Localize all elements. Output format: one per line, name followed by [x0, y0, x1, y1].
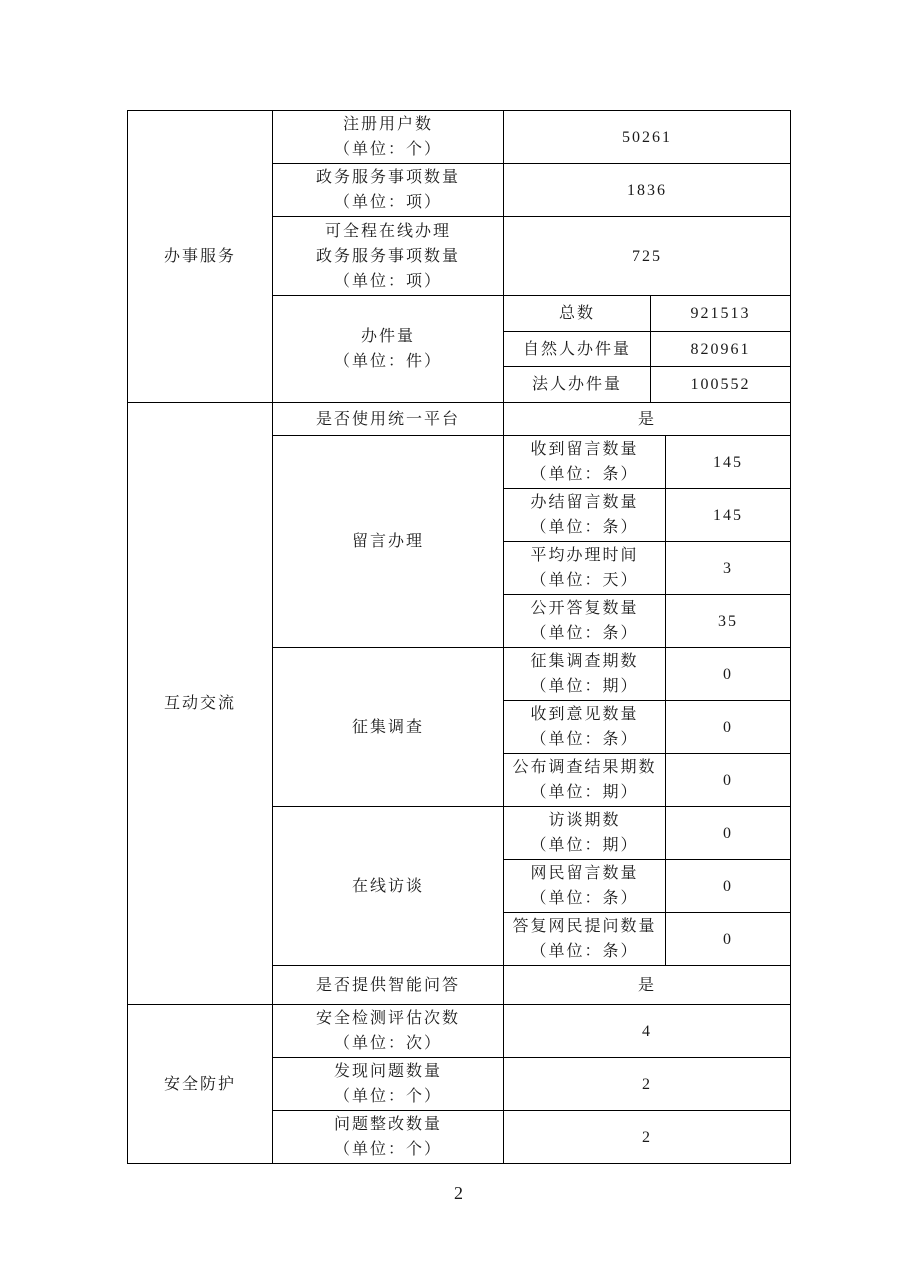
item-value: 0	[666, 807, 791, 860]
item-unit: （单位：天）	[530, 572, 639, 589]
item-value: 35	[666, 595, 791, 648]
item-value: 0	[666, 648, 791, 701]
group-label-zhengji-diaocha: 征集调查	[273, 648, 504, 807]
item-unit: （单位：件）	[333, 353, 442, 370]
item-value: 145	[666, 436, 791, 489]
item-label: 公开答复数量	[530, 600, 639, 617]
item-unit: （单位：期）	[530, 837, 639, 854]
subitem-label: 总数	[504, 296, 651, 332]
subitem-value: 820961	[651, 332, 791, 367]
group-label-zaixian-fangtan: 在线访谈	[273, 807, 504, 966]
item-unit: （单位：条）	[530, 625, 639, 642]
item-unit: （单位：条）	[530, 466, 639, 483]
table-row	[128, 403, 791, 436]
item-label-cell	[273, 1058, 504, 1111]
item-unit: （单位：个）	[333, 141, 442, 158]
item-label: 安全检测评估次数	[315, 1010, 460, 1027]
item-value: 2	[504, 1111, 791, 1164]
item-label: 平均办理时间	[530, 547, 639, 564]
item-unit: （单位：条）	[530, 731, 639, 748]
item-value: 1836	[504, 164, 791, 217]
item-label: 是否提供智能问答	[273, 966, 504, 1005]
item-value: 4	[504, 1005, 791, 1058]
item-label-cell	[273, 217, 504, 296]
item-unit: （单位：期）	[530, 784, 639, 801]
item-value: 是	[504, 403, 791, 436]
table-row	[128, 1005, 791, 1058]
item-label-cell	[504, 913, 666, 966]
item-label-cell	[504, 701, 666, 754]
item-label: 办结留言数量	[530, 494, 639, 511]
item-label: 政务服务事项数量	[315, 169, 460, 186]
item-value: 3	[666, 542, 791, 595]
item-unit: （单位：项）	[333, 272, 442, 290]
item-label: 问题整改数量	[333, 1116, 442, 1133]
item-label: 收到留言数量	[530, 441, 639, 458]
item-label: 公布调查结果期数	[512, 759, 657, 776]
section-label-banshi-fuwu: 办事服务	[128, 111, 273, 403]
item-value: 145	[666, 489, 791, 542]
group-label-liuyan-banli: 留言办理	[273, 436, 504, 648]
item-value: 0	[666, 701, 791, 754]
item-unit: （单位：项）	[333, 194, 442, 211]
item-unit: （单位：条）	[530, 890, 639, 907]
item-unit: （单位：条）	[530, 943, 639, 960]
page-number: 2	[454, 1183, 463, 1203]
subitem-value: 921513	[651, 296, 791, 332]
item-label-cell	[504, 489, 666, 542]
item-label: 可全程在线办理	[324, 222, 451, 240]
item-value: 0	[666, 913, 791, 966]
subitem-label: 自然人办件量	[504, 332, 651, 367]
item-value: 2	[504, 1058, 791, 1111]
table-row	[128, 111, 791, 164]
item-value: 0	[666, 860, 791, 913]
item-value: 0	[666, 754, 791, 807]
item-label: 政务服务事项数量	[315, 247, 460, 265]
item-unit: （单位：条）	[530, 519, 639, 536]
item-value: 是	[504, 966, 791, 1005]
item-label: 收到意见数量	[530, 706, 639, 723]
item-label: 访谈期数	[548, 812, 621, 829]
item-label-cell	[273, 1111, 504, 1164]
annual-report-table	[127, 110, 791, 1164]
item-label-cell	[504, 436, 666, 489]
item-label: 注册用户数	[342, 116, 433, 133]
subitem-value: 100552	[651, 367, 791, 403]
item-label-cell	[273, 164, 504, 217]
item-label-cell	[504, 542, 666, 595]
item-label-cell	[504, 595, 666, 648]
section-label-hudong-jiaoliu: 互动交流	[128, 403, 273, 1005]
item-unit: （单位：期）	[530, 678, 639, 695]
item-label: 发现问题数量	[333, 1063, 442, 1080]
item-label-cell	[273, 1005, 504, 1058]
item-label: 是否使用统一平台	[273, 403, 504, 436]
item-label-cell	[504, 860, 666, 913]
item-label: 网民留言数量	[530, 865, 639, 882]
item-label: 征集调查期数	[530, 653, 639, 670]
item-unit: （单位：个）	[333, 1088, 442, 1105]
item-label-cell	[504, 807, 666, 860]
item-unit: （单位：次）	[333, 1035, 442, 1052]
item-label-cell	[273, 111, 504, 164]
subitem-label: 法人办件量	[504, 367, 651, 403]
item-unit: （单位：个）	[333, 1141, 442, 1158]
banjianliang-label-cell	[273, 296, 504, 403]
item-label-cell	[504, 648, 666, 701]
item-value: 725	[504, 217, 791, 296]
item-label: 办件量	[360, 328, 415, 345]
section-label-anquan-fanghu: 安全防护	[128, 1005, 273, 1164]
item-label-cell	[504, 754, 666, 807]
item-label: 答复网民提问数量	[512, 918, 657, 935]
item-value: 50261	[504, 111, 791, 164]
